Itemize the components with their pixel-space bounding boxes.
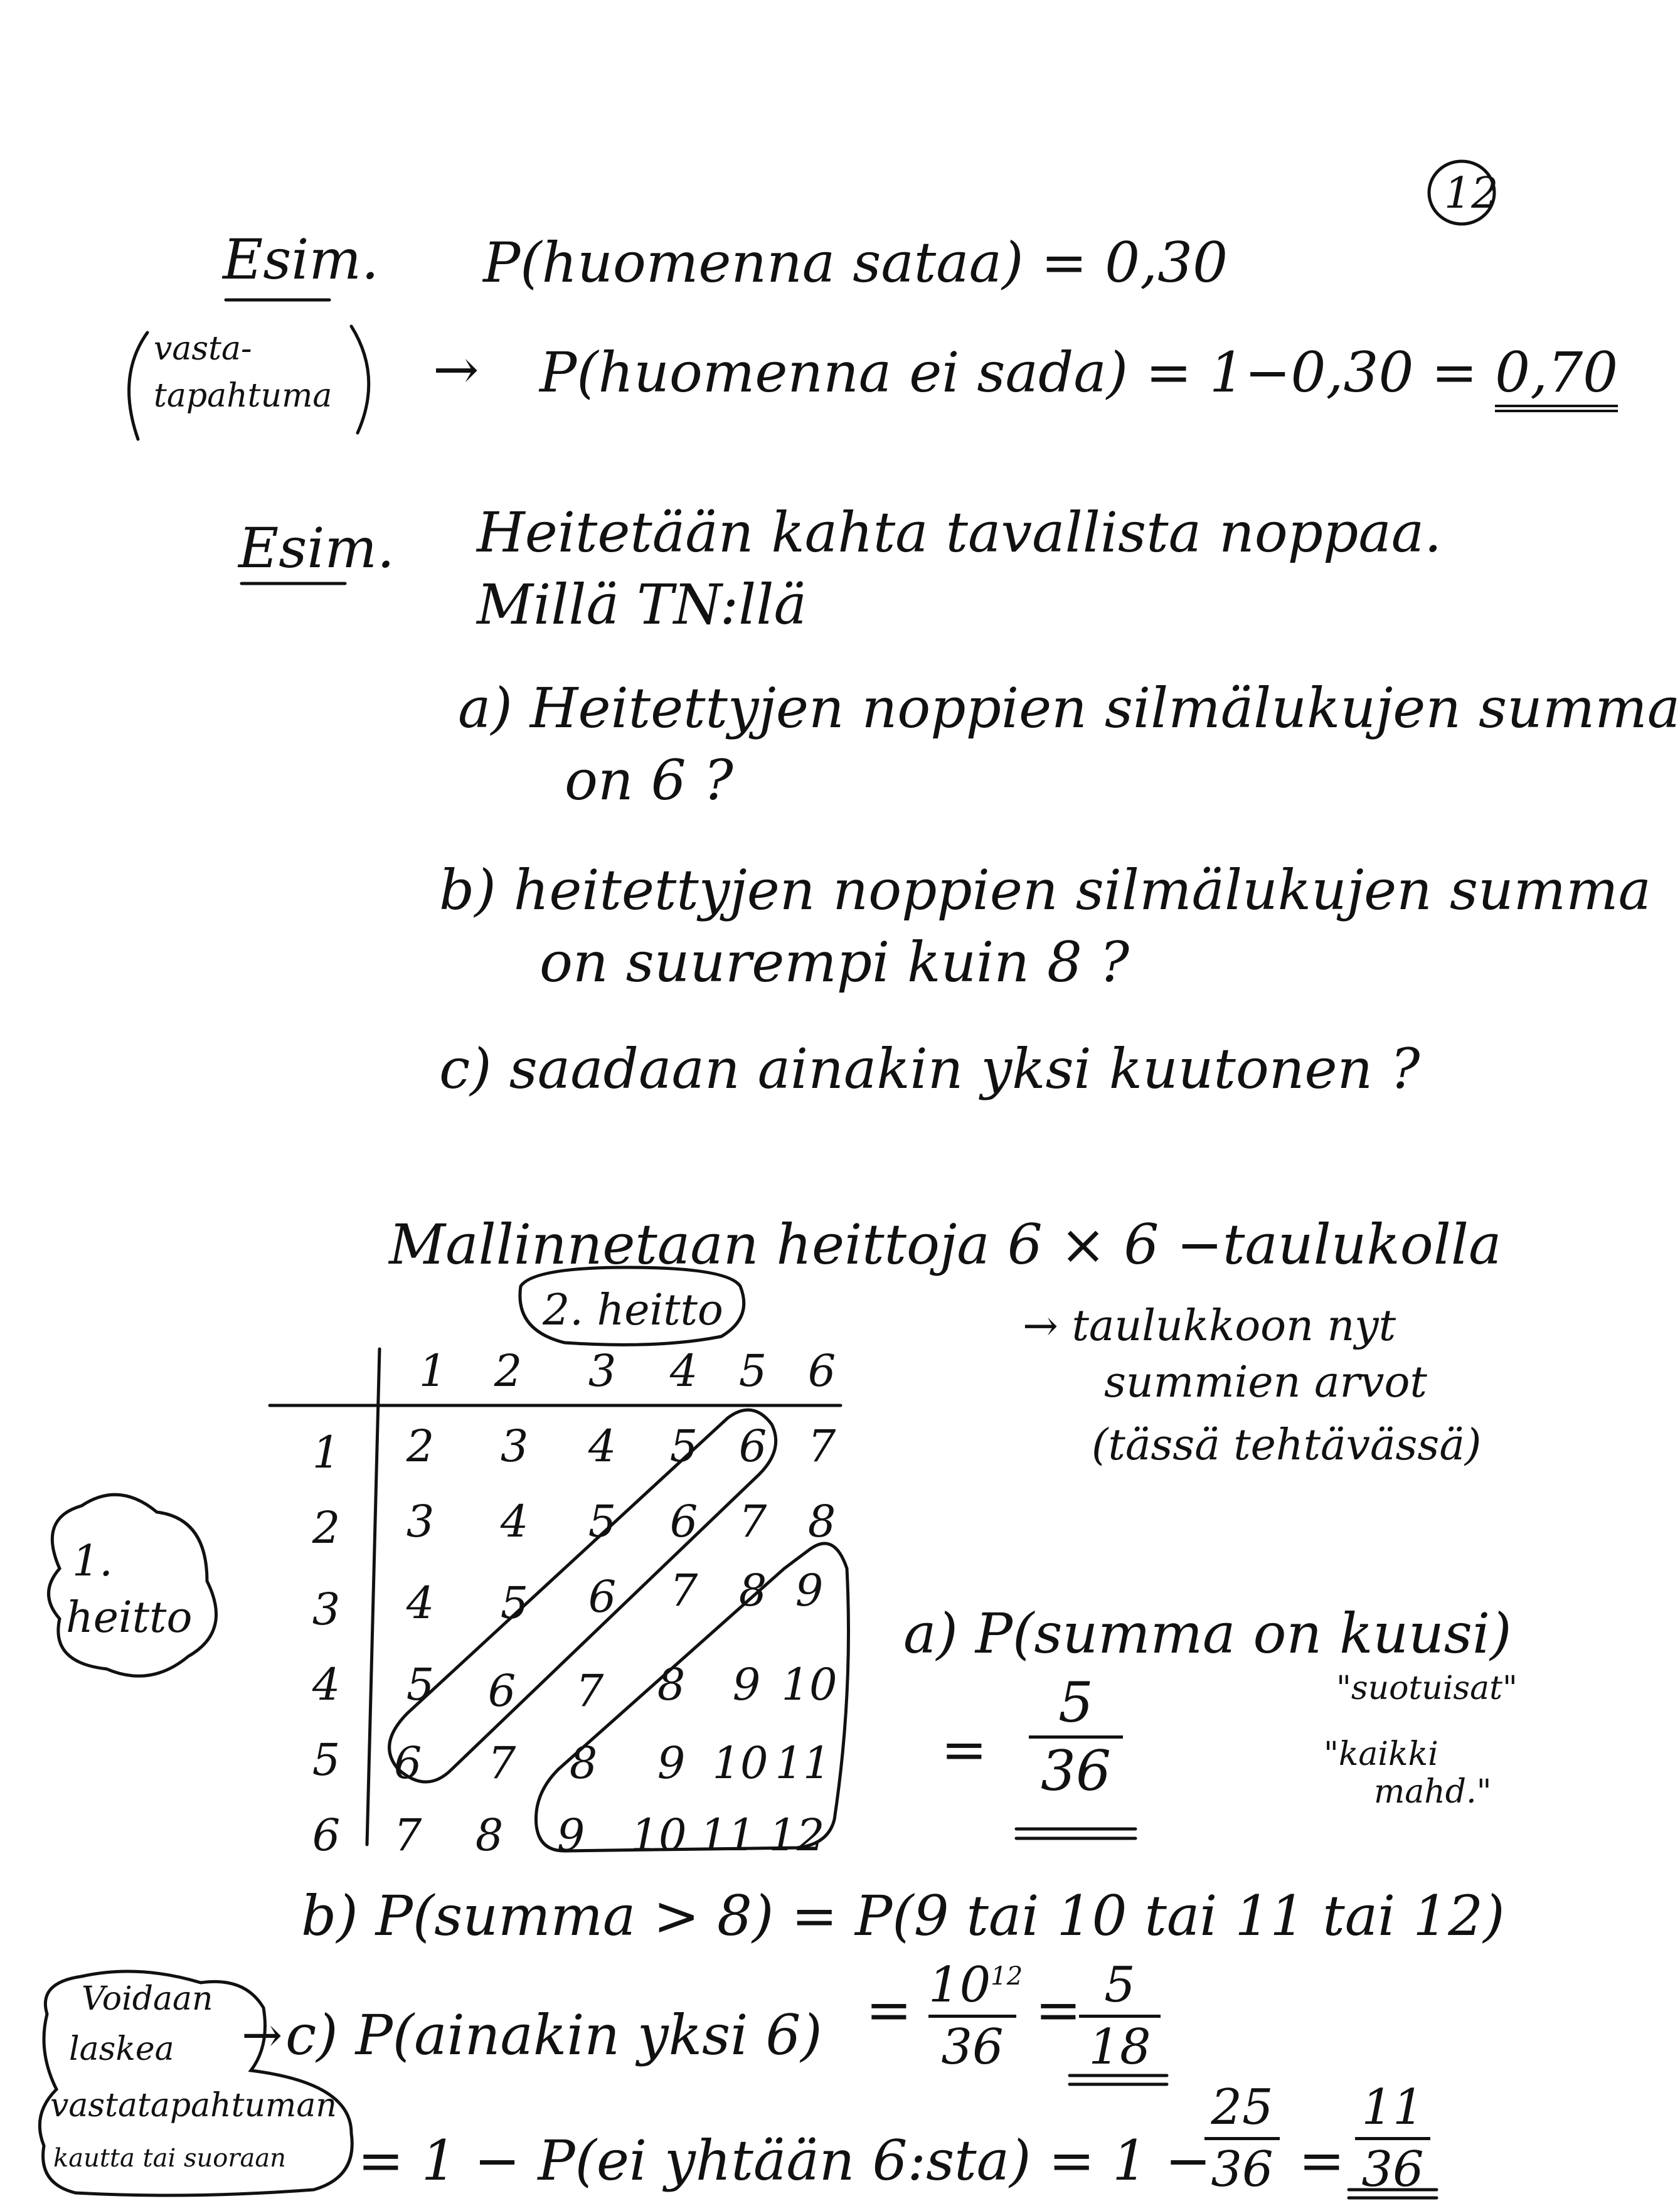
row-header: 6 (312, 1809, 341, 1861)
model-note-line1: → taulukkoon nyt (1023, 1301, 1396, 1351)
solution-c-equals: = (1299, 2128, 1345, 2193)
solution-c-denominator-2: 36 (1361, 2141, 1424, 2198)
table-cell: 8 (807, 1496, 836, 1547)
table-cell: 9 (795, 1565, 824, 1616)
page-number: 12 (1444, 169, 1499, 218)
fraction-bar (1204, 2137, 1280, 2140)
table-cell: 3 (406, 1496, 435, 1547)
solution-c-numerator-1: 25 (1211, 2079, 1273, 2136)
fraction-bar (928, 2015, 1016, 2018)
solution-a-equals: = (941, 1717, 987, 1782)
solution-c-note-line1: Voidaan (82, 1980, 213, 2018)
numerator-correction: 12 (991, 1962, 1023, 1991)
row-label-line2: heitto (66, 1593, 193, 1643)
solution-c-line2: = 1 − P(ei yhtään 6:sta) = 1 − (358, 2128, 1211, 2193)
row-label-line1: 1. (72, 1537, 113, 1586)
example1-line1: P(huomenna sataa) = 0,30 (483, 230, 1228, 295)
table-cell: 8 (738, 1565, 767, 1616)
table-cell: 4 (500, 1496, 529, 1547)
solution-c-note-line4: kautta tai suoraan (53, 2144, 286, 2173)
table-cell: 10 (712, 1737, 768, 1789)
solution-c-denominator-1: 36 (1211, 2141, 1273, 2198)
solution-c-line1: c) P(ainakin yksi 6) (285, 2003, 822, 2067)
question-a-line1: a) Heitettyjen noppien silmälukujen summa (458, 676, 1680, 740)
table-cell: 5 (500, 1577, 529, 1629)
arrow-icon: → (433, 337, 479, 402)
question-a-line2: on 6 ? (565, 748, 733, 813)
solution-a-note-favourable: "suotuisat" (1336, 1670, 1518, 1707)
table-cell: 6 (487, 1665, 516, 1717)
solution-a-prefix: a) P(summa on kuusi) (903, 1601, 1512, 1666)
example2-intro1: Heitetään kahta tavallista noppaa. (477, 500, 1442, 565)
table-cell: 4 (588, 1420, 617, 1472)
solution-a-note-all-line1: "kaikki (1324, 1735, 1438, 1773)
table-cell: 3 (500, 1420, 529, 1472)
example2-label: Esim. (238, 516, 395, 580)
question-c: c) saadaan ainakin yksi kuutonen ? (439, 1037, 1420, 1101)
table-cell: 6 (738, 1420, 767, 1472)
solution-c-numerator-2: 11 (1361, 2079, 1424, 2136)
model-note-line2: summien arvot (1104, 1358, 1427, 1407)
solution-b-equals: = (866, 1978, 912, 2042)
table-cell: 8 (657, 1659, 686, 1710)
solution-a-numerator: 5 (1058, 1670, 1093, 1735)
side-note-paren-right (351, 326, 369, 433)
table-cell: 6 (588, 1571, 617, 1623)
table-cell: 9 (732, 1659, 761, 1710)
table-cell: 6 (393, 1737, 422, 1789)
table-cell: 8 (475, 1809, 504, 1861)
solution-b-denominator-2: 18 (1088, 2019, 1151, 2076)
solution-b-equals-2: = (1035, 1978, 1082, 2042)
solution-b-prefix: b) P(summa > 8) = P(9 tai 10 tai 11 tai 12) (301, 1884, 1505, 1948)
numerator-value: 10 (928, 1957, 991, 2013)
table-cell: 4 (406, 1577, 435, 1629)
row-header: 1 (312, 1427, 341, 1478)
table-cell: 12 (768, 1809, 825, 1861)
arrow-icon: → (242, 2007, 283, 2064)
row-header: 3 (312, 1584, 341, 1635)
col-header: 4 (669, 1345, 698, 1397)
col-header: 6 (807, 1345, 836, 1397)
example1-label: Esim. (223, 227, 379, 292)
row-header: 4 (312, 1659, 341, 1710)
solution-c-note-line2: laskea (69, 2030, 174, 2068)
table-cell: 5 (406, 1659, 435, 1710)
example1-answer: 0,70 (1495, 340, 1618, 412)
table-cell: 2 (406, 1420, 435, 1472)
solution-b-numerator-1 (928, 1957, 1023, 2013)
example2-intro2: Millä TN:llä (477, 572, 807, 637)
table-cell: 7 (575, 1665, 604, 1717)
table-cell: 7 (807, 1420, 836, 1472)
solution-a-denominator: 36 (1041, 1739, 1111, 1803)
solution-a-note-all-line2: mahd." (1374, 1773, 1492, 1811)
row-header: 5 (312, 1734, 341, 1786)
solution-b-numerator-2: 5 (1104, 1957, 1135, 2013)
table-cell: 10 (781, 1659, 837, 1710)
fraction-bar (1355, 2137, 1430, 2140)
table-cell: 10 (630, 1809, 687, 1861)
solution-c-fraction-1 (1204, 2079, 1280, 2198)
col-header: 2 (494, 1345, 523, 1397)
table-cell: 7 (393, 1809, 422, 1861)
question-b-line1: b) heitettyjen noppien silmälukujen summa (439, 858, 1652, 922)
table-cell: 6 (669, 1496, 698, 1547)
table-cell: 9 (657, 1737, 686, 1789)
example1-side-note-line2: tapahtuma (154, 377, 332, 415)
model-title: Mallinnetaan heittoja 6 × 6 −taulukolla (389, 1212, 1502, 1277)
table-cell: 7 (738, 1496, 767, 1547)
col-header: 1 (418, 1345, 447, 1397)
solution-c-note-line3: vastatapahtuman (50, 2087, 337, 2124)
example1-line2 (540, 340, 1619, 405)
example1-line2-prefix: P(huomenna ei sada) = 1−0,30 = (540, 340, 1496, 405)
side-note-paren-left (129, 333, 147, 439)
table-cell: 7 (669, 1565, 698, 1616)
example1-side-note-line1: vasta- (154, 330, 252, 368)
table-cell: 11 (699, 1809, 756, 1861)
solution-b-fraction-1 (928, 1957, 1023, 2076)
table-cell: 9 (556, 1809, 585, 1861)
table-cell: 5 (669, 1420, 698, 1472)
fraction-bar (1079, 2015, 1161, 2018)
model-note-line3: (tässä tehtävässä) (1092, 1420, 1482, 1470)
table-cell: 11 (775, 1737, 831, 1789)
solution-b-denominator-1: 36 (941, 2019, 1004, 2076)
solution-b-fraction-2 (1079, 1957, 1161, 2076)
col-header: 5 (738, 1345, 767, 1397)
col-header: 3 (588, 1345, 617, 1397)
table-cell: 5 (588, 1496, 617, 1547)
col-label: 2. heitto (543, 1286, 723, 1335)
solution-c-fraction-2 (1355, 2079, 1430, 2198)
solution-a-fraction (1029, 1670, 1123, 1803)
table-cell: 7 (487, 1737, 516, 1789)
row-header: 2 (312, 1502, 341, 1553)
table-cell: 8 (569, 1737, 598, 1789)
question-b-line2: on suurempi kuin 8 ? (540, 930, 1130, 994)
